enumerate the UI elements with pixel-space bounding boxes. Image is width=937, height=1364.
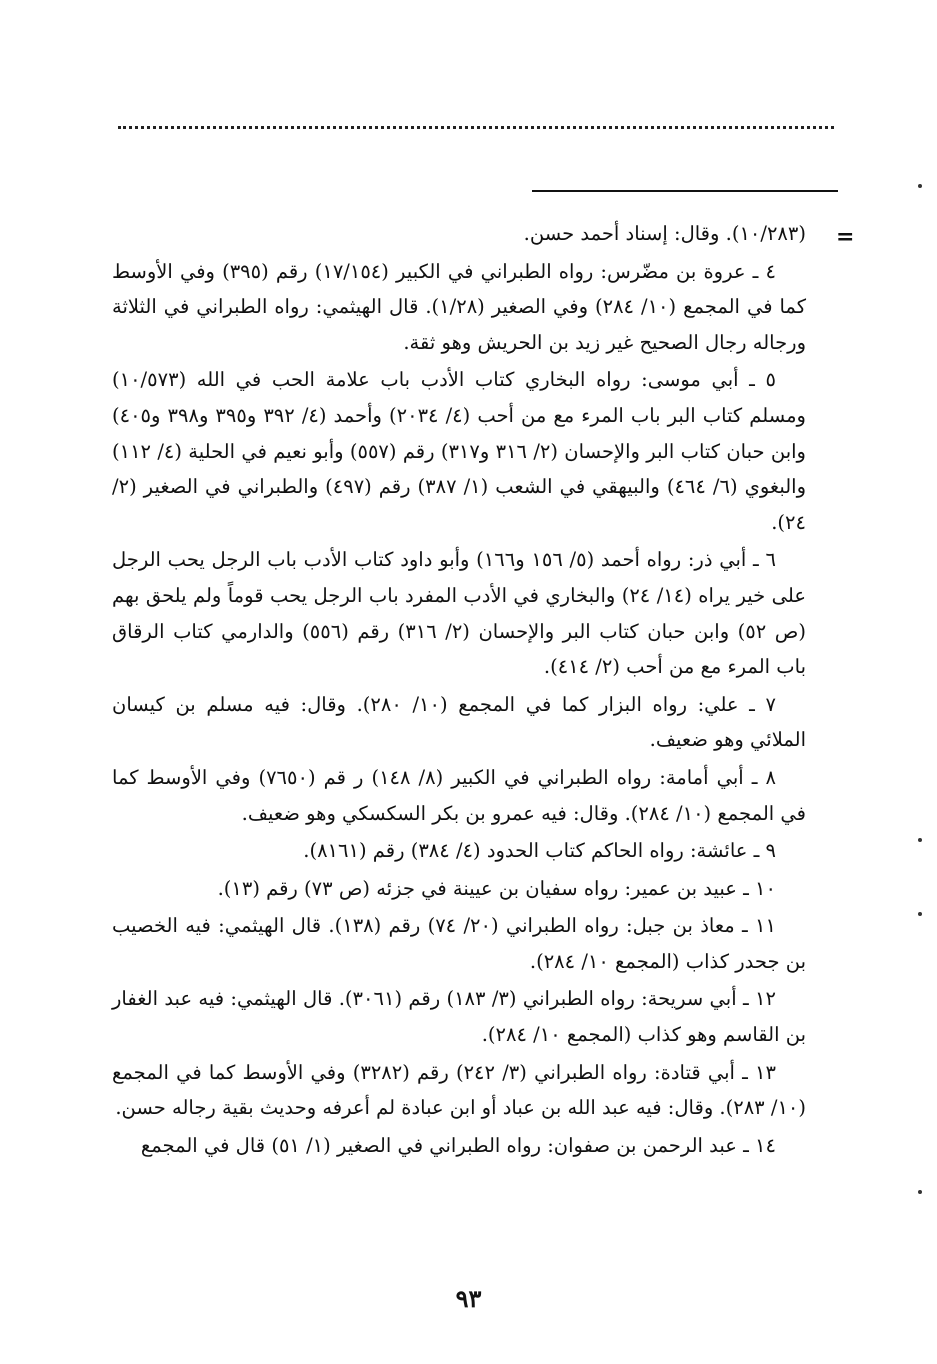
footnote-10: ١٠ ـ عبيد بن عمير: رواه سفيان بن عيينة في جزئه (ص ٧٣) رقم (١٣). — [217, 876, 776, 900]
footnote-9: ٩ ـ عائشة: رواه الحاكم كتاب الحدود (٤/ ٣٨٤) رقم (٨١٦١). — [303, 839, 776, 863]
footnote-7: ٧ ـ علي: رواه البزار كما في المجمع (١٠/ ٢٨٠). وقال: فيه مسلم بن كيسان الملائي وهو ضعيف. — [112, 692, 806, 752]
footnote-11: ١١ ـ معاذ بن جبل: رواه الطبراني (٢٠/ ٧٤) رقم (١٣٨). قال الهيثمي: فيه الخصيب بن جحدر كذاب (المجمع ١٠/ ٢٨٤). — [112, 914, 806, 973]
margin-dot — [918, 184, 922, 188]
footnote-rule — [532, 190, 838, 192]
margin-dot — [918, 912, 922, 916]
footnotes-body — [112, 216, 806, 1165]
footnote-8: ٨ ـ أبي أمامة: رواه الطبراني في الكبير (٨/ ١٤٨) ر قم (٧٦٥٠) وفي الأوسط كما في المجمع (١٠/ ٢٨٤). وقال: فيه عمرو بن بكر السكسكي وهو ضعيف. — [112, 765, 806, 825]
margin-dot — [918, 838, 922, 842]
footnote-13: ١٣ ـ أبي قتادة: رواه الطبراني (٣/ ٢٤٢) رقم (٣٢٨٢) وفي الأوسط كما في المجمع (١٠/ ٢٨٣). وقال: فيه عبد الله بن عباد أو ابن عبادة لم أعرفه وحديث بقية رجاله حسن. — [112, 1060, 806, 1120]
footnote-12: ١٢ ـ أبي سريحة: رواه الطبراني (٣/ ١٨٣) رقم (٣٠٦١). قال الهيثمي: فيه عبد الغفار بن القاسم وهو كذاب (المجمع ١٠/ ٢٨٤). — [112, 987, 806, 1047]
footnote-4: ٤ ـ عروة بن مضّرس: رواه الطبراني في الكبير (١٧/١٥٤) رقم (٣٩٥) وفي الأوسط كما في المجمع (١٠/ ٢٨٤) وفي الصغير (١/٢٨). قال الهيثمي: رواه الطبراني في الثلاثة ورجاله رجال الصحيح غير زيد بن الحريش وهو ثقة. — [112, 259, 806, 354]
footnote-6: ٦ ـ أبي ذر: رواه أحمد (٥/ ١٥٦ و١٦٦) وأبو داود كتاب الأدب باب الرجل يحب الرجل على خير يراه (١٤/ ٢٤) والبخاري في الأدب المفرد باب الرجل يحب قوماً ولم يلحق بهم (ص ٥٢) وابن حبان كتاب البر والإحسان (٢/ ٣١٦) رقم (٥٥٦) والدارمي كتاب الرقاق باب المرء مع من أحب (٢/ ٤١٤). — [112, 548, 806, 679]
continuation-mark: = — [836, 224, 855, 250]
dotted-separator — [118, 126, 834, 129]
footnote-5: ٥ ـ أبي موسى: رواه البخاري كتاب الأدب باب علامة الحب في الله (١٠/٥٧٣) ومسلم كتاب البر باب المرء مع من أحب (٤/ ٢٠٣٤) وأحمد (٤/ ٣٩٢ و٣٩٥ و٣٩٨ و٤٠٥) وابن حبان كتاب البر والإحسان (٢/ ٣١٦ و٣١٧) رقم (٥٥٧) وأبو نعيم في الحلية (٤/ ١١٢) والبغوي (٦/ ٤٦٤) والبيهقي في الشعب (١/ ٣٨٧) رقم (٤٩٧) والطبراني في الصغير (٢/ ٢٤). — [112, 368, 806, 534]
footnote-continuation: (١٠/٢٨٣). وقال: إسناد أحمد حسن. — [523, 222, 806, 245]
footnote-14: ١٤ ـ عبد الرحمن بن صفوان: رواه الطبراني في الصغير (١/ ٥١) قال في المجمع — [140, 1133, 776, 1157]
page-number: ٩٣ — [455, 1284, 482, 1313]
margin-dot — [918, 1190, 922, 1194]
